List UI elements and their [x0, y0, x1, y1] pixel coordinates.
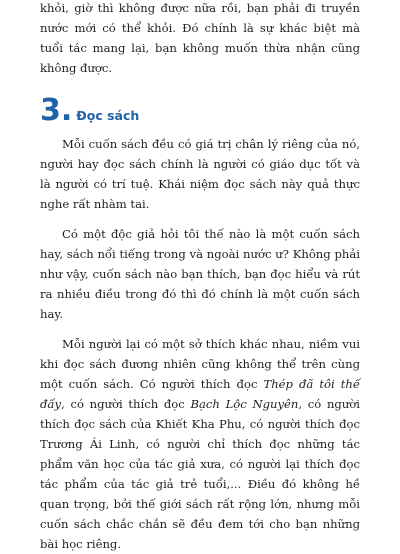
paragraph-3-text-a: Mỗi người lại có một sở thích khác nhau, niềm vui khi đọc sách đương nhiên cũng không thể trên cùng một cuốn sách. Có người thích đọc: [40, 337, 360, 391]
section-heading: [40, 94, 360, 128]
book-title-thep-da-toi: Thép đã tôi thế đấy: [40, 377, 360, 411]
intro-paragraph: [40, 0, 360, 78]
section-number: 3.: [40, 93, 73, 128]
paragraph-3-text-b: , có người thích đọc: [61, 397, 191, 411]
paragraph-2: Có một độc giả hỏi tôi thế nào là một cuốn sách hay, sách nổi tiếng trong và ngoài nước ư? Không phải như vậy, cuốn sách nào bạn thích, bạn đọc hiểu và rút ra nhiều điều trong đó thì đó chính là một cuốn sách hay.: [40, 227, 360, 321]
paragraph-3-text-c: , có người thích đọc sách của Khiết Kha Phu, có người thích đọc Trương Ái Linh, có người chỉ thích đọc những tác phẩm văn học của tác giả xưa, có người lại thích đọc tác phẩm của tác giả trẻ tuổi,... Điều đó không hề quan trọng, bởi thế giới sách rất rộng lớn, nhưng mỗi cuốn sách chắc chắn sẽ đều đem tới cho bạn những bài học riêng.: [40, 397, 360, 551]
intro-line: khỏi, giờ thì không được nữa rồi, bạn phải đi truyền nước mới: [40, 1, 360, 35]
intro-line: không muốn thừa nhận cũng không được.: [40, 41, 361, 75]
intro-line: có thể khỏi. Đó chính là sự khác biệt mà tuổi tác mang lại, bạn: [40, 21, 361, 55]
book-title-bach-loc-nguyen: Bạch Lộc Nguyên: [190, 397, 299, 411]
section-title: Đọc sách: [76, 108, 140, 123]
paragraph-1: Mỗi cuốn sách đều có giá trị chân lý riêng của nó, người hay đọc sách chính là người có giáo dục tốt và là người có trí tuệ. Khái niệm đọc sách này quả thực nghe rất nhàm tai.: [40, 137, 360, 211]
paragraph-3: [40, 334, 360, 554]
